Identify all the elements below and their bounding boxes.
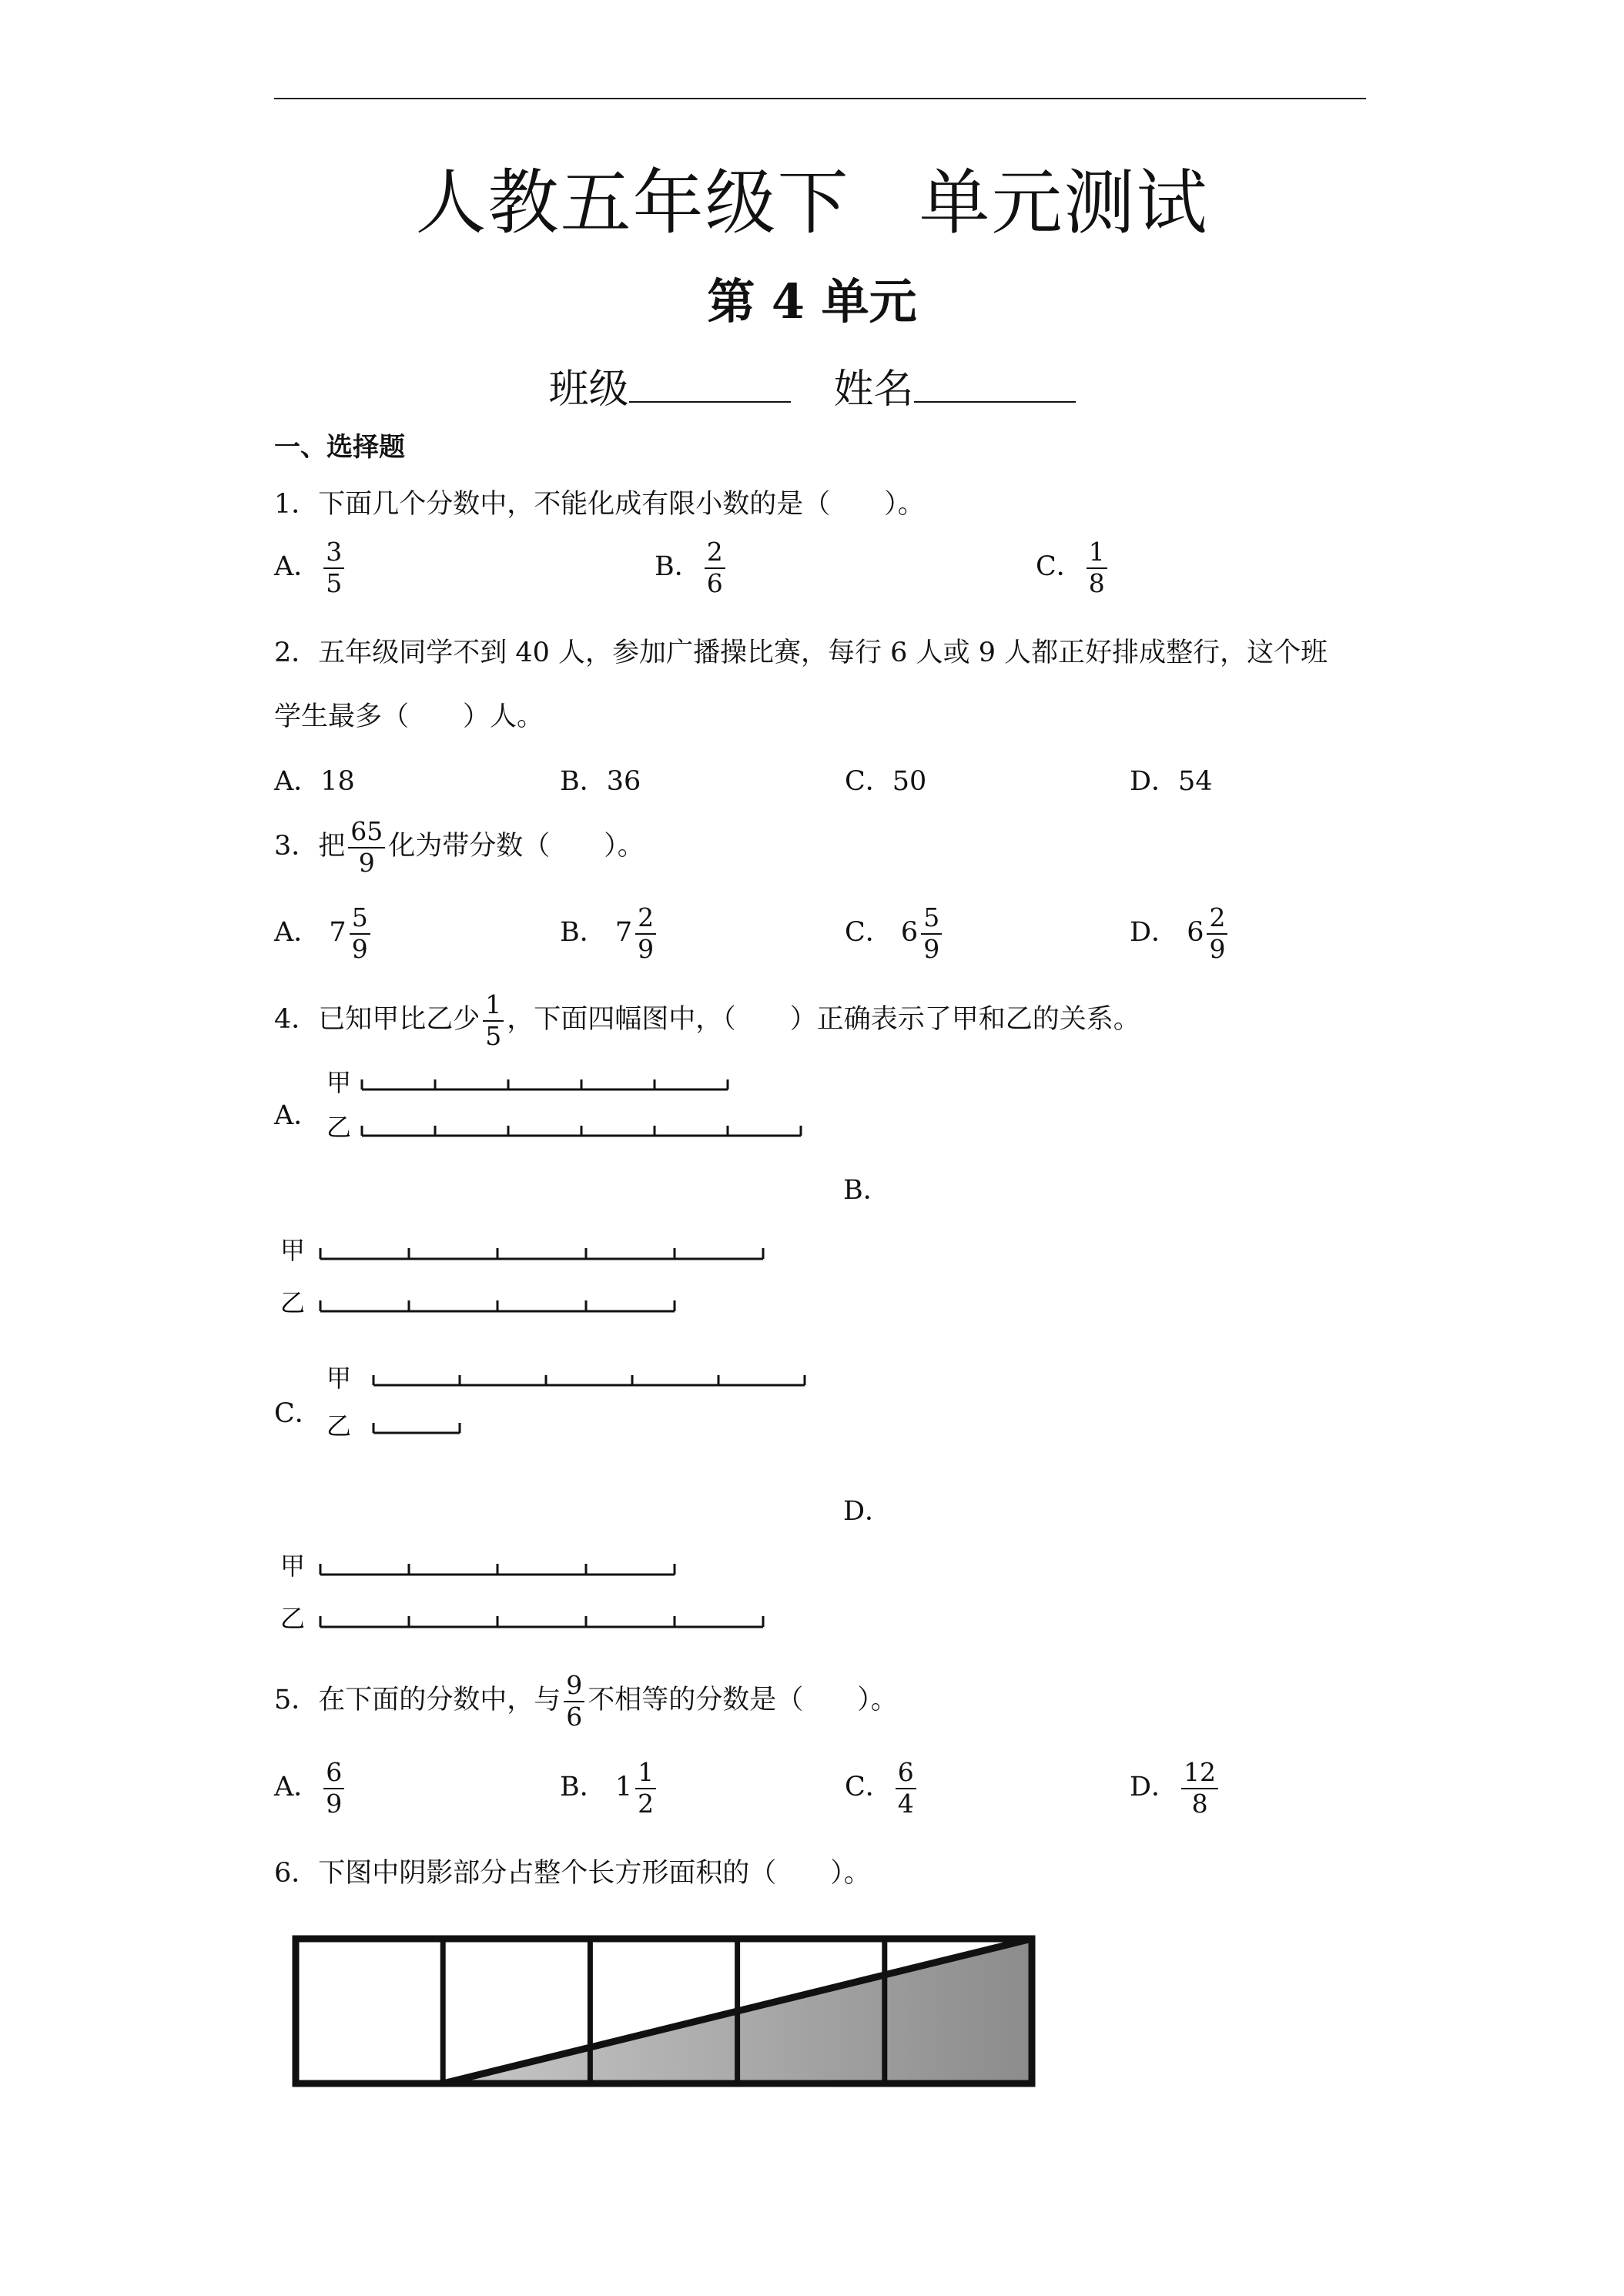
header-rule	[274, 98, 1366, 99]
q4-diagram-d	[274, 1544, 813, 1636]
q5-option-c[interactable]: C． $\frac{6}{4}$	[845, 1759, 919, 1817]
q1-option-a[interactable]: A． $\frac{3}{5}$	[274, 539, 347, 597]
q2-text-line1: 2．五年级同学不到 40 人，参加广播操比赛，每行 6 人或 9 人都正好排成整行，这个班	[274, 638, 1328, 668]
student-info-line	[0, 356, 1624, 414]
q5-text: 5．在下面的分数中，与 $\frac{9}{6}$ 不相等的分数是（ ）。	[274, 1670, 898, 1732]
jia-label: 甲	[280, 1236, 306, 1265]
q5-option-d[interactable]: D． $\frac{12}{8}$	[1130, 1759, 1221, 1817]
q4-diagram-b	[274, 1228, 813, 1320]
q1-option-b[interactable]: B． $\frac{2}{6}$	[655, 539, 728, 597]
q3-option-b[interactable]: B． 7 $\frac{2}{9}$	[560, 905, 659, 962]
segment-bars	[362, 1079, 801, 1136]
q4-diagram-c	[323, 1359, 816, 1451]
q6-text: 6．下图中阴影部分占整个长方形面积的（ ）。	[274, 1858, 871, 1889]
q4-diagram-a	[323, 1066, 816, 1151]
q2-option-c[interactable]: C．50	[845, 766, 927, 797]
q3-text: 3．把 $\frac{65}{9}$ 化为带分数（ ）。	[274, 816, 645, 878]
page-title: 人教五年级下 单元测试	[415, 162, 1209, 244]
jia-label: 甲	[326, 1068, 352, 1097]
yi-label: 乙	[280, 1604, 306, 1633]
class-label: 班级	[548, 366, 629, 413]
q2-option-a[interactable]: A．18	[274, 766, 355, 797]
q3-option-c[interactable]: C． 6 $\frac{5}{9}$	[845, 905, 945, 962]
name-label: 姓名	[833, 366, 914, 413]
q2-text-line2: 学生最多（ ）人。	[274, 701, 544, 732]
q4-option-c[interactable]: C．	[274, 1398, 322, 1429]
unit-subtitle: 第 4 单元	[707, 273, 917, 330]
q4-option-b[interactable]: B．	[843, 1175, 890, 1206]
name-blank[interactable]	[914, 364, 1076, 403]
q4-text: 4．已知甲比乙少 $\frac{1}{5}$ ，下面四幅图中，（ ）正确表示了甲和乙的关系。	[274, 989, 1140, 1051]
yi-label: 乙	[326, 1411, 352, 1441]
q3-option-d[interactable]: D． 6 $\frac{2}{9}$	[1130, 905, 1231, 962]
q2-option-d[interactable]: D．54	[1130, 766, 1213, 797]
q5-option-a[interactable]: A． $\frac{6}{9}$	[274, 1759, 347, 1817]
jia-label: 甲	[280, 1551, 306, 1581]
q1-option-c[interactable]: C． $\frac{1}{8}$	[1036, 539, 1110, 597]
q3-option-a[interactable]: A． 7 $\frac{5}{9}$	[274, 905, 373, 962]
yi-label: 乙	[280, 1288, 306, 1317]
q2-option-b[interactable]: B．36	[560, 766, 641, 797]
q5-option-b[interactable]: B． 1 $\frac{1}{2}$	[560, 1759, 659, 1817]
yi-label: 乙	[326, 1113, 352, 1142]
q4-option-d[interactable]: D．	[843, 1496, 892, 1527]
q6-rectangle-figure	[291, 1931, 1038, 2093]
segment-bars	[373, 1375, 805, 1433]
jia-label: 甲	[326, 1364, 352, 1393]
segment-bars	[320, 1248, 763, 1311]
q4-option-a[interactable]: A．	[274, 1100, 321, 1131]
class-blank[interactable]	[629, 364, 791, 403]
segment-bars	[320, 1564, 763, 1627]
section-heading: 一、选择题	[274, 432, 405, 463]
q1-text: 1．下面几个分数中，不能化成有限小数的是（ ）。	[274, 489, 925, 520]
